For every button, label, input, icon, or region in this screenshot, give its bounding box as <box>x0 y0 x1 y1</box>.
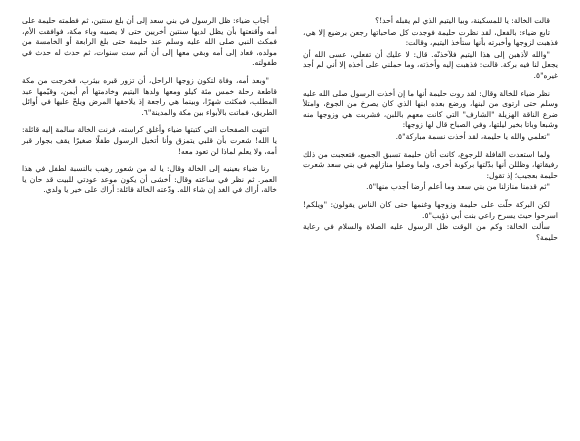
paragraph: "وبعد أمه، وفاة لتكون زوجها الراحل، أن تزور قبره بيثرب، فخرجت من مكة قاطعة رحلة خمس مئة كيلو ومعها ولدها اليتيم وخادمتها أم أيمن، وقيّمها عبد المطلب، فمكثت شهرًا، وبينما هي راجعة إذ يلاحقها المرض ويلحّ عليها في أوائل الطريق، فماتت بالأبواء بين مكة والمدينة"٦. <box>22 75 277 117</box>
two-column-layout <box>22 16 558 431</box>
paragraph: تابع ضياء: بالفعل، لقد نظرت حليمة فوجدت كل صاحباتها رجعن برضيع إلا هي، فذهبت لزوجها وأخبرته بأنها ستأخذ اليتيم، وقالت: <box>303 27 558 48</box>
paragraph: رنا ضياء بعينيه إلى الخالة وقال: يا له من شعور رهيب بالنسبة لطفل في هذا العمر. ثم نظر في ساعته وقال: أخشى أن يكون موعد عودتي للبيت قد حان يا خالة، أراك في الغد إن شاء الله. ودّعته الخالة قائلة: أراك على خير يا ولدي. <box>22 164 277 195</box>
paragraph: ولما استعدت القافلة للرجوع، كانت أتان حليمة تسبق الجميع، فتعجبت من ذلك رفيقاتها، وظللن أنها بدّلتها بركوبة أخرى، ولما وصلوا منازلهم في بني سعد شعرت حليمة بعجيب؛ إذ تقول: <box>303 149 558 180</box>
paragraph: لكن البركة حلّت على حليمة وزوجها وغنمها حتى كان الناس يقولون: "ويلكم! اسرحوا حيث يسرح راعي بنت أبي ذؤيب"٥. <box>303 199 558 220</box>
paragraph: قالت الخالة: يا للمسكينة، وبيا اليتيم الذي لم يقبله أحد!؟ <box>375 16 550 25</box>
paragraph: انتهت الصفحات التي كتبتها ضياء وأغلق كراسته، فرنت الخالة سالمة إليه قائلة: يا الله! شعرت بأن قلبي يتمزق وأنا أتخيل الرسول طفلًا صغيرًا يقف بجوار قبر أمه، ولا يعلم لماذا لن تعود معه! <box>22 125 277 156</box>
right-text-column <box>303 16 558 431</box>
paragraph: "والله لأذهبن إلى هذا اليتيم فلآخذنّه. قال: لا عليك أن تفعلي، عسى الله أن يجعل لنا فيه بركة. قالت: فذهبت إليه وأخذته، وما حملني على أخذه إلا أني لم أجد غيره"٥. <box>303 49 558 80</box>
paragraph: نظر ضياء للخالة وقال: لقد روت حليمة أنها ما إن أخذت الرسول صلى الله عليه وسلم حتى ارتوى من لبنها، ورضع بعده ابنها الذي كان يصرخ من الجوع، وامتلأ ضرع الناقة الهزيلة "الشارف" التي كانت معهم باللبن، فشربت هي وزوجها منه وشبعا وباتا بخير ليلتها، وفي الصباح قال لها زوجها: <box>303 88 558 130</box>
paragraph: "ثم قدمنا منازلنا من بني سعد وما أعلم أرضا أجدب منها"٥. <box>366 182 550 192</box>
paragraph: سألت الخالة: وكم من الوقت ظل الرسول عليه الصلاة والسلام في رعاية حليمة؟ <box>303 222 558 242</box>
paragraph: أجاب ضياء: ظل الرسول في بني سعد إلى أن بلغ سنتين، ثم فطمته حليمة على أمه وأقنعتها بأن يظل لديها سنتين أخريين حتى لا يصيبه وباء مكة، فوافقت الأم، فمكث النبي صلى الله عليه وسلم عند حليمة حتى بلغ الرابعة أو الخامسة من مولده، فعاد إلى أمه وبقي معها إلى أن أتم ست سنوات، ثم حدث له حدث في طفولته. <box>22 16 277 68</box>
left-text-column <box>22 16 277 431</box>
paragraph: "تعلمي والله يا حليمة، لقد أخذت نسمة مباركة"٥. <box>395 131 550 141</box>
